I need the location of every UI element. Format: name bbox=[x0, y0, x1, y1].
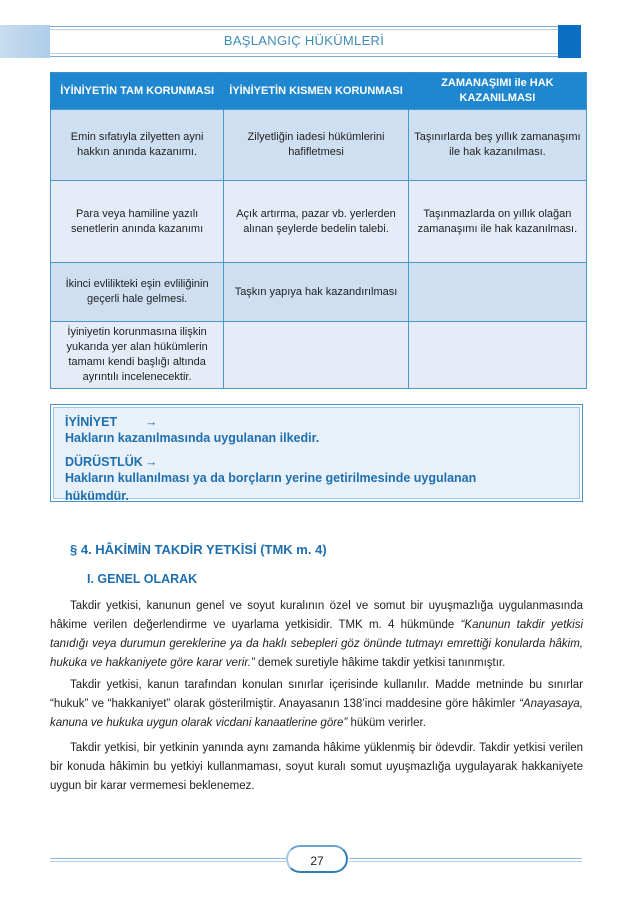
footer-rule bbox=[349, 861, 582, 862]
table-cell: Taşınmazlarda on yıllık olağan zamanaşımı ile hak kazanılması. bbox=[408, 181, 586, 263]
footer-rule bbox=[349, 858, 582, 859]
section-heading: § 4. HÂKİMİN TAKDİR YETKİSİ (TMK m. 4) bbox=[70, 542, 327, 557]
paragraph-text: Takdir yetkisi, kanunun genel ve soyut kuralının özel ve somut bir uyuşmazlığa uygulanmasında hâkime verilen değerlendirme ve uyarlama yetkisidir. TMK m. 4 hükmünde bbox=[50, 600, 583, 631]
table-row bbox=[51, 263, 587, 322]
table-cell: İkinci evlilikteki eşin evliliğinin geçerli hale gelmesi. bbox=[51, 263, 224, 322]
table-cell: Açık artırma, pazar vb. yerlerden alınan şeylerde bedelin talebi. bbox=[224, 181, 409, 263]
running-header-title: BAŞLANGIÇ HÜKÜMLERİ bbox=[223, 33, 385, 48]
table-row bbox=[51, 110, 587, 181]
footer-rule bbox=[50, 861, 286, 862]
table-cell: Taşınırlarda beş yıllık zamanaşımı ile hak kazanılması. bbox=[408, 110, 586, 181]
header-left-accent bbox=[0, 25, 50, 58]
body-paragraph bbox=[50, 676, 583, 733]
definition-term: DÜRÜSTLÜK bbox=[65, 455, 143, 469]
definition-item bbox=[65, 455, 582, 505]
table-cell: Emin sıfatıyla zilyetten ayni hakkın anında kazanımı. bbox=[51, 110, 224, 181]
header-rule bbox=[50, 26, 558, 27]
body-paragraph: Takdir yetkisi, bir yetkinin yanında aynı zamanda hâkime yüklenmiş bir ödevdir. Takdir yetkisi verilen bir konuda hâkimin bu yetkiyi kullanmaması, soyut kuralı somut uyuşmazlığa uygulayarak hakkaniyete uygun bir karar vermemesi beklenemez. bbox=[50, 742, 583, 792]
paragraph-text: Takdir yetkisi, kanun tarafından konulan sınırlar içerisinde kullanılır. Madde metninde bu sınırlar “hukuk” ve “hakkaniyet” olarak gösterilmiştir. Anayasanın 138’inci maddesine göre hâkimler bbox=[50, 679, 583, 710]
column-header: İYİNİYETİN TAM KORUNMASI bbox=[51, 73, 224, 110]
arrow-right-icon: → bbox=[145, 415, 158, 429]
table-cell bbox=[408, 263, 586, 322]
header-right-accent bbox=[558, 25, 581, 58]
header-rule bbox=[50, 53, 558, 54]
footer-rule bbox=[50, 858, 286, 859]
header-rule bbox=[50, 56, 558, 57]
page-number: 27 bbox=[286, 845, 348, 873]
paragraph-text: hüküm verirler. bbox=[347, 717, 426, 729]
good-faith-table bbox=[50, 72, 587, 389]
arrow-right-icon: → bbox=[145, 455, 158, 469]
column-header: İYİNİYETİN KISMEN KORUNMASI bbox=[224, 73, 409, 110]
table-cell: Para veya hamiline yazılı senetlerin anında kazanımı bbox=[51, 181, 224, 263]
column-header: ZAMANAŞIMI ile HAK KAZANILMASI bbox=[408, 73, 586, 110]
definition-text: Hakların kullanılması ya da borçların yerine getirilmesinde uygulanan hükümdür. bbox=[65, 471, 477, 503]
header-rule bbox=[50, 29, 558, 30]
table-cell: İyiniyetin korunmasına ilişkin yukarıda yer alan hükümlerin tamamı kendi başlığı altında ayrıntılı incelenecektir. bbox=[51, 322, 224, 389]
definition-box bbox=[50, 404, 583, 502]
table-cell: Zilyetliğin iadesi hükümlerini hafifletmesi bbox=[224, 110, 409, 181]
definition-term: İYİNİYET bbox=[65, 415, 118, 429]
table-row bbox=[51, 322, 587, 389]
body-paragraph bbox=[50, 597, 583, 673]
constitution-quote: “Anayasaya, kanuna ve hukuka uygun olarak vicdani kanaatlerine göre” bbox=[50, 698, 583, 729]
table-cell: Taşkın yapıya hak kazandırılması bbox=[224, 263, 409, 322]
statute-quote: “Kanunun takdir yetkisi tanıdığı veya durumun gereklerine ya da haklı sebepleri göz önünde tutmayı emrettiği konularda hâkim, hukuka ve hakkaniyete göre karar verir.” bbox=[50, 619, 583, 669]
subsection-heading: I. GENEL OLARAK bbox=[87, 572, 198, 586]
paragraph-text: demek suretiyle hâkime takdir yetkisi tanınmıştır. bbox=[254, 657, 506, 669]
table-cell bbox=[408, 322, 586, 389]
definition-text: Hakların kazanılmasında uygulanan ilkedir. bbox=[65, 431, 320, 445]
definition-item bbox=[65, 415, 582, 447]
table-cell bbox=[224, 322, 409, 389]
table-header-row bbox=[51, 73, 587, 110]
table-row bbox=[51, 181, 587, 263]
